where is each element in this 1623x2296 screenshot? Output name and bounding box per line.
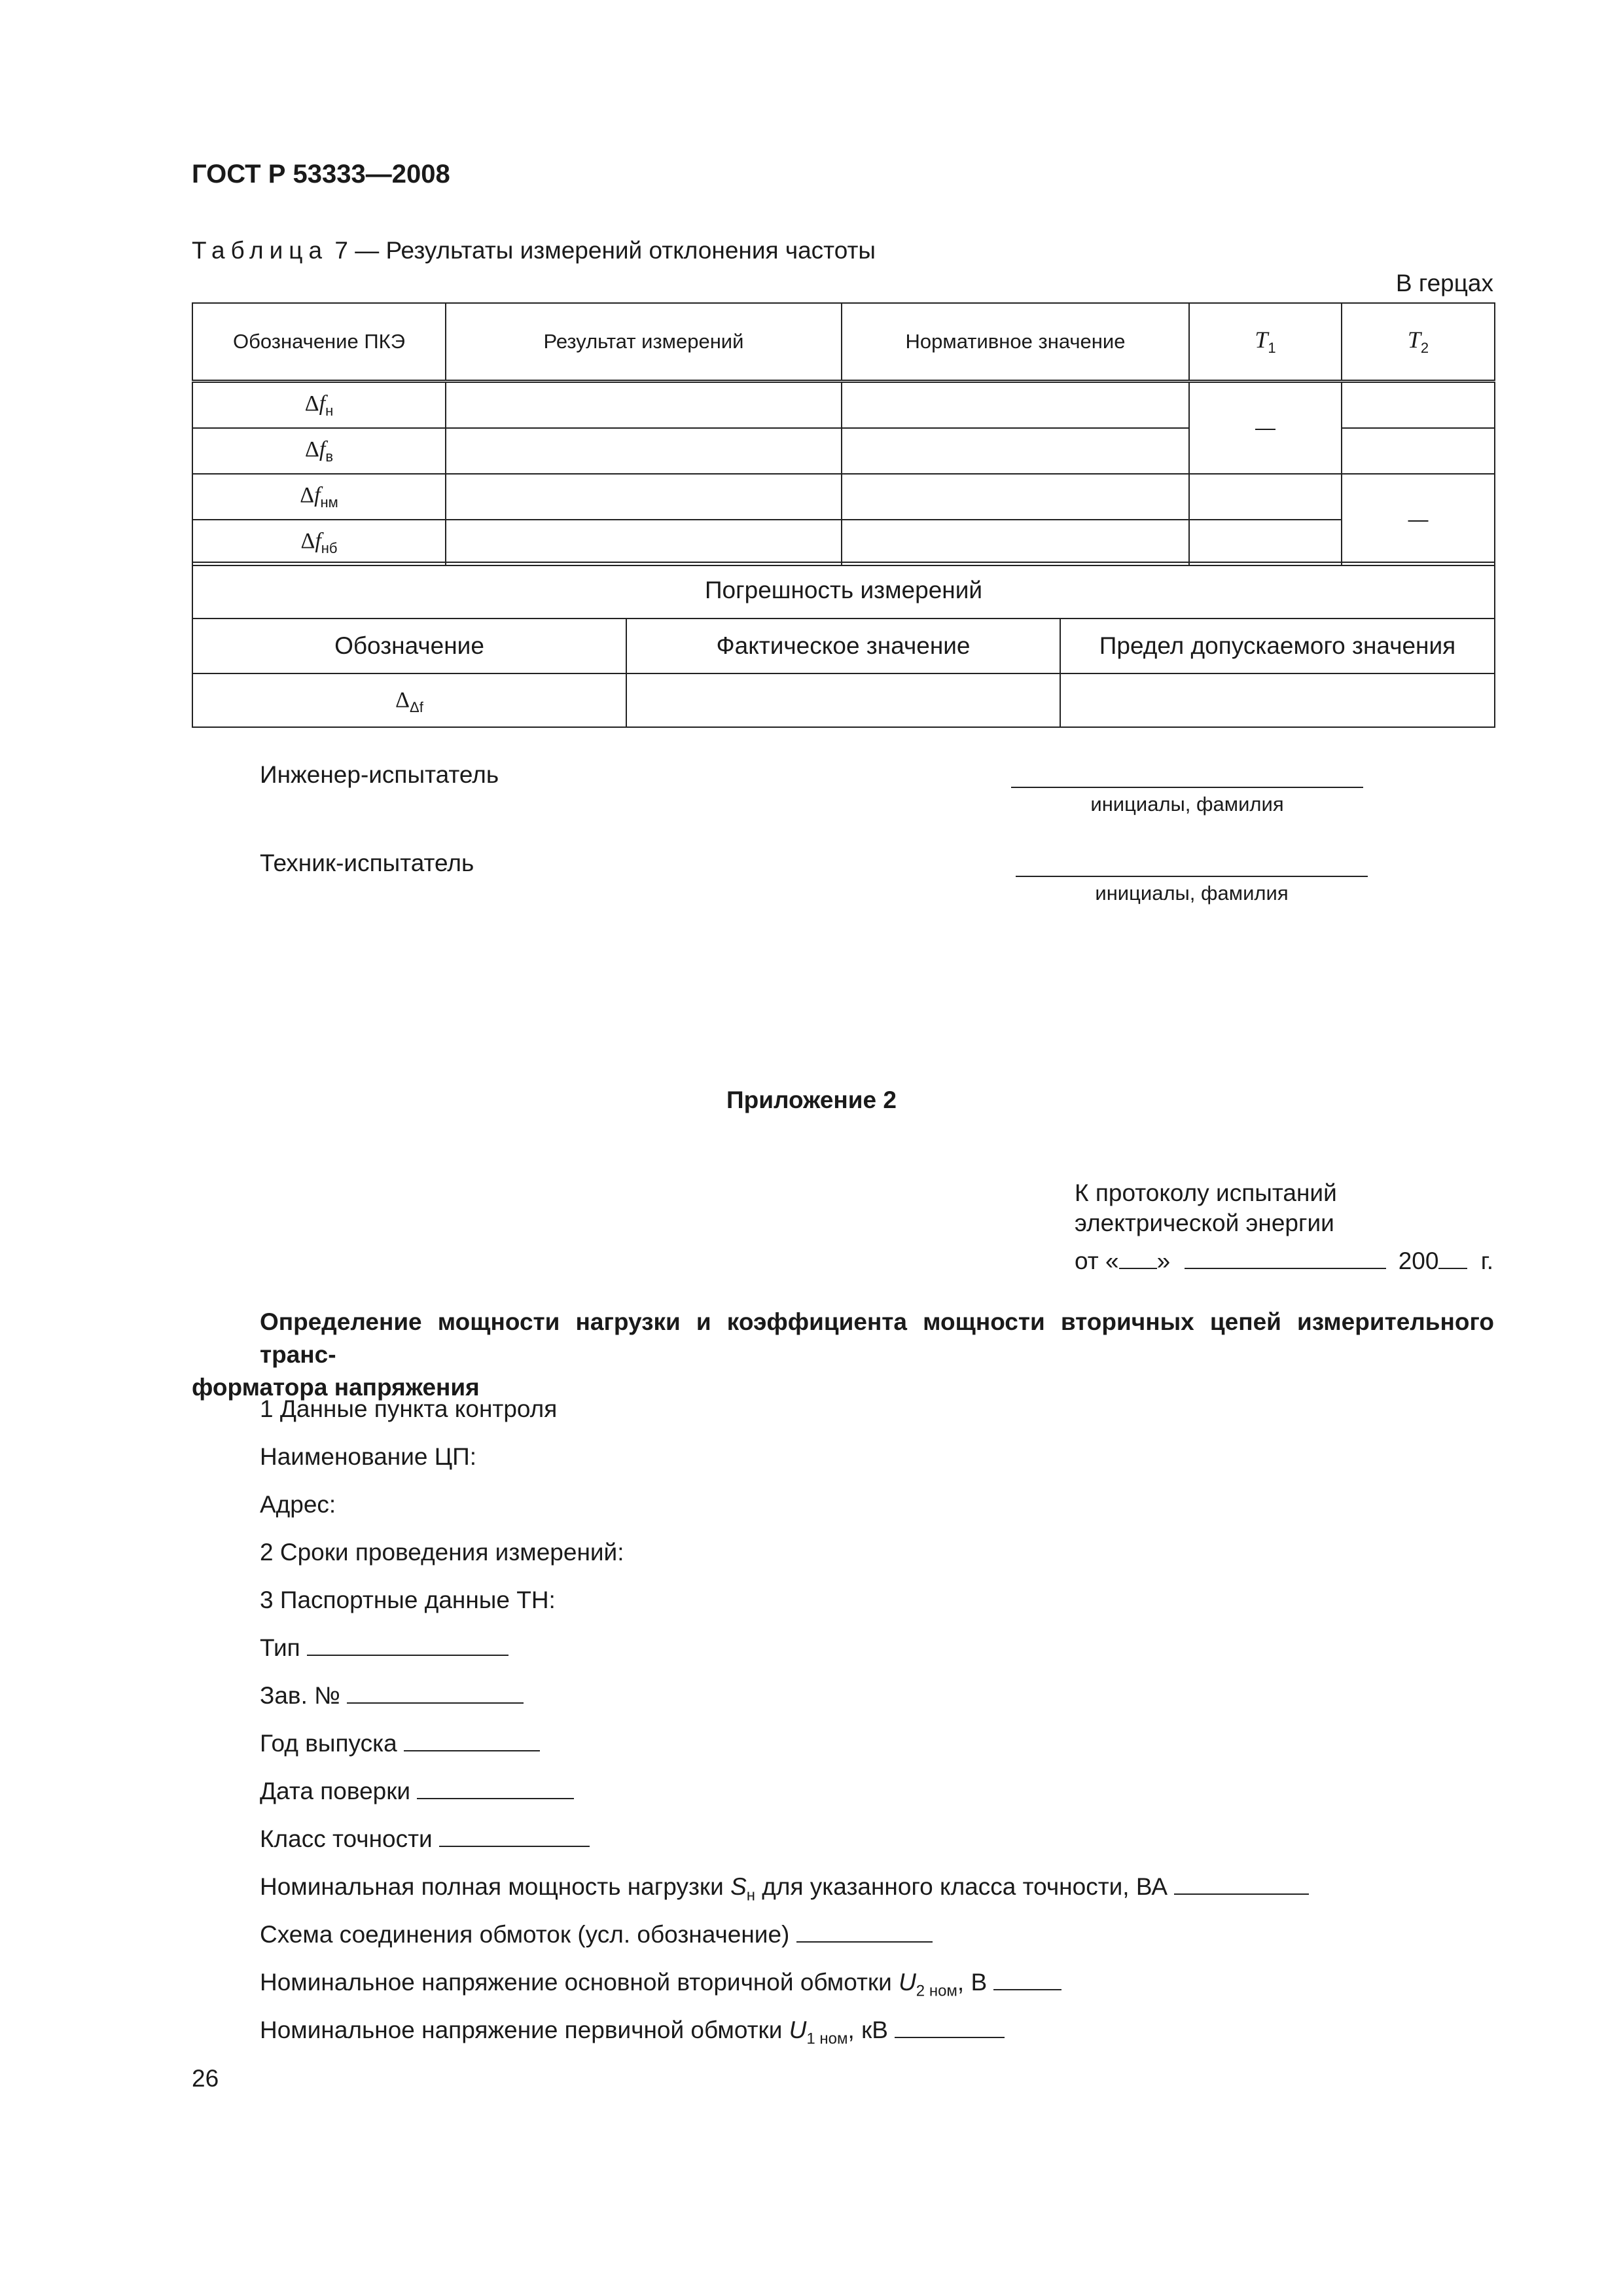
table-caption-word: Таблица <box>192 237 329 264</box>
appendix-heading: Определение мощности нагрузки и коэффициента мощности вторичных цепей измерительного транс- форматора напряжения <box>192 1308 1494 1401</box>
error-table-title: Погрешность измерений <box>192 562 1495 619</box>
col-header-pke: Обозначение ПКЭ <box>192 303 446 382</box>
table-caption-text: 7 — Результаты измерений отклонения частоты <box>334 237 876 264</box>
cell-result <box>446 474 842 520</box>
protocol-ref-line-1: К протоколу испытаний <box>1075 1179 1337 1206</box>
item-passport-data: 3 Паспортные данные ТН: <box>260 1587 556 1613</box>
error-col-actual: Фактическое значение <box>626 619 1060 673</box>
cell-norm <box>842 520 1189 565</box>
page-number: 26 <box>192 2065 219 2092</box>
item-cp-name: Наименование ЦП: <box>260 1443 477 1470</box>
field-serial: Зав. № <box>260 1682 524 1710</box>
table-caption <box>192 237 876 264</box>
row-symbol-fnb: $\Delta f_{нб}$ <box>192 520 446 565</box>
error-symbol: $\Delta_{\Delta f}$ <box>192 673 626 727</box>
cell-t1 <box>1189 474 1342 520</box>
cell-result <box>446 382 842 429</box>
field-winding-scheme: Схема соединения обмоток (усл. обозначение) <box>260 1921 933 1948</box>
cell-norm <box>842 382 1189 429</box>
appendix-title: Приложение 2 <box>726 1086 897 1113</box>
field-load-power: Номинальная полная мощность нагрузки $S_н$ для указанного класса точности, ВА <box>260 1873 1309 1905</box>
field-primary-voltage: Номинальное напряжение первичной обмотки $U_{1 ном}$, кВ <box>260 2017 1005 2048</box>
row-symbol-fv: $\Delta f_в$ <box>192 428 446 474</box>
table-unit: В герцах <box>1395 270 1493 296</box>
cell-norm <box>842 474 1189 520</box>
item-address: Адрес: <box>260 1491 336 1518</box>
cell-t1-dash: — <box>1189 382 1342 475</box>
col-header-t2: $T_2$ <box>1342 303 1495 382</box>
error-col-designation: Обозначение <box>192 619 626 673</box>
field-secondary-voltage: Номинальное напряжение основной вторичной обмотки $U_{2 ном}$, В <box>260 1969 1061 2000</box>
measurement-results-table <box>192 302 1495 566</box>
cell-t1 <box>1189 520 1342 565</box>
measurement-error-table <box>192 562 1495 728</box>
item-control-point: 1 Данные пункта контроля <box>260 1395 558 1422</box>
error-actual-cell <box>626 673 1060 727</box>
engineer-caption: инициалы, фамилия <box>1090 793 1284 816</box>
error-limit-cell <box>1060 673 1495 727</box>
technician-caption: инициалы, фамилия <box>1095 882 1289 905</box>
item-measure-dates: 2 Сроки проведения измерений: <box>260 1539 624 1566</box>
col-header-result: Результат измерений <box>446 303 842 382</box>
protocol-date: от « » 200 г. <box>1075 1247 1493 1274</box>
cell-t2-dash: — <box>1342 474 1495 565</box>
field-accuracy: Класс точности <box>260 1825 590 1853</box>
cell-result <box>446 520 842 565</box>
cell-t2 <box>1342 382 1495 429</box>
technician-signature-line <box>1016 876 1368 877</box>
field-type: Тип <box>260 1634 508 1662</box>
field-verify-date: Дата поверки <box>260 1778 574 1805</box>
cell-norm <box>842 428 1189 474</box>
technician-label: Техник-испытатель <box>260 850 474 876</box>
field-year: Год выпуска <box>260 1730 540 1757</box>
error-col-limit: Предел допускаемого значения <box>1060 619 1495 673</box>
engineer-label: Инженер-испытатель <box>260 761 499 788</box>
cell-t2 <box>1342 428 1495 474</box>
row-symbol-fnm: $\Delta f_{нм}$ <box>192 474 446 520</box>
protocol-ref-line-2: электрической энергии <box>1075 1210 1334 1236</box>
doc-code-header: ГОСТ Р 53333—2008 <box>192 160 450 188</box>
col-header-t1: $T_1$ <box>1189 303 1342 382</box>
engineer-signature-line <box>1011 787 1363 788</box>
col-header-norm: Нормативное значение <box>842 303 1189 382</box>
row-symbol-fn: $\Delta f_н$ <box>192 382 446 429</box>
cell-result <box>446 428 842 474</box>
